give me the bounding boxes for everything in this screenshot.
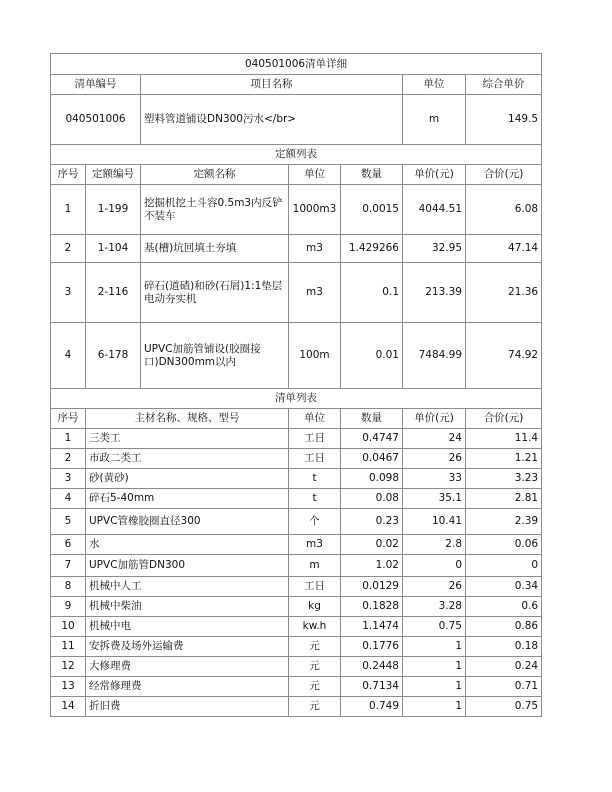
material-seq: 5 [51,509,86,535]
quota-unit-price-header: 单价(元) [403,165,466,185]
material-row [51,597,542,617]
quota-name-header: 定额名称 [141,165,289,185]
bill-unit-header: 单位 [403,75,466,95]
quota-total: 74.92 [466,323,542,389]
material-seq: 2 [51,449,86,469]
material-unit: kg [289,597,341,617]
material-unit: 元 [289,657,341,677]
title-row [51,54,542,75]
material-row [51,657,542,677]
material-unit-price: 1 [403,697,466,717]
material-row [51,677,542,697]
material-unit: 元 [289,677,341,697]
material-total: 0 [466,555,542,577]
material-total: 0.06 [466,535,542,555]
material-row [51,577,542,597]
material-seq-header: 序号 [51,409,86,429]
material-qty: 0.23 [341,509,403,535]
material-qty: 0.749 [341,697,403,717]
material-unit-price: 1 [403,657,466,677]
material-name: 三类工 [86,429,289,449]
material-unit: m [289,555,341,577]
material-unit-price: 0.75 [403,617,466,637]
bill-name-header: 项目名称 [141,75,403,95]
quota-code: 2-116 [86,263,141,323]
quota-name: 碎石(道碴)和砂(石屑)1:1垫层电动夯实机 [141,263,289,323]
quota-code-header: 定额编号 [86,165,141,185]
material-qty: 0.2448 [341,657,403,677]
quota-row [51,323,542,389]
quota-code: 1-199 [86,185,141,235]
quota-section-row [51,145,542,165]
quota-code: 1-104 [86,235,141,263]
material-total: 0.75 [466,697,542,717]
material-qty: 1.02 [341,555,403,577]
material-total: 0.34 [466,577,542,597]
material-seq: 4 [51,489,86,509]
material-seq: 12 [51,657,86,677]
material-unit: 工日 [289,577,341,597]
bill-price: 149.5 [466,95,542,145]
material-qty: 0.0129 [341,577,403,597]
material-unit-price: 26 [403,449,466,469]
material-unit-price: 1 [403,677,466,697]
quota-unit-price: 4044.51 [403,185,466,235]
material-total: 3.23 [466,469,542,489]
bill-row [51,95,542,145]
material-section-row [51,389,542,409]
bill-code: 040501006 [51,95,141,145]
quota-qty: 0.0015 [341,185,403,235]
material-header-row [51,409,542,429]
quota-unit-price: 213.39 [403,263,466,323]
material-seq: 9 [51,597,86,617]
material-unit-price: 1 [403,637,466,657]
material-name: 大修理费 [86,657,289,677]
material-name: 机械中柴油 [86,597,289,617]
material-row [51,469,542,489]
material-row [51,697,542,717]
material-seq: 7 [51,555,86,577]
material-row [51,555,542,577]
material-name: 折旧费 [86,697,289,717]
material-row [51,637,542,657]
bill-detail-sheet [50,53,541,717]
material-seq: 1 [51,429,86,449]
material-unit: kw.h [289,617,341,637]
material-qty: 0.7134 [341,677,403,697]
material-row [51,429,542,449]
quota-total: 21.36 [466,263,542,323]
quota-row [51,185,542,235]
quota-qty: 0.1 [341,263,403,323]
quota-row [51,263,542,323]
material-total: 1.21 [466,449,542,469]
material-unit-price: 3.28 [403,597,466,617]
material-section-title: 清单列表 [51,389,542,409]
material-unit-price: 35.1 [403,489,466,509]
material-row [51,535,542,555]
quota-header-row [51,165,542,185]
material-unit: 工日 [289,449,341,469]
page-title: 040501006清单详细 [51,54,542,75]
material-total: 11.4 [466,429,542,449]
quota-seq: 4 [51,323,86,389]
material-unit-price: 26 [403,577,466,597]
material-name: 安拆费及场外运输费 [86,637,289,657]
material-unit: t [289,469,341,489]
material-total: 2.39 [466,509,542,535]
quota-unit: m3 [289,235,341,263]
material-unit-price: 24 [403,429,466,449]
material-unit: 元 [289,697,341,717]
material-unit-header: 单位 [289,409,341,429]
quota-seq-header: 序号 [51,165,86,185]
quota-total-header: 合价(元) [466,165,542,185]
material-row [51,489,542,509]
material-name: 机械中电 [86,617,289,637]
quota-unit-price: 7484.99 [403,323,466,389]
material-qty: 0.1776 [341,637,403,657]
bill-code-header: 清单编号 [51,75,141,95]
quota-total: 6.08 [466,185,542,235]
quota-unit: 100m [289,323,341,389]
material-name: 砂(黄砂) [86,469,289,489]
material-qty: 0.08 [341,489,403,509]
material-qty: 1.1474 [341,617,403,637]
material-unit: m3 [289,535,341,555]
material-total: 0.24 [466,657,542,677]
quota-name: UPVC加筋管铺设(胶圈接口)DN300mm以内 [141,323,289,389]
bill-unit: m [403,95,466,145]
bill-price-header: 综合单价 [466,75,542,95]
material-name: 市政二类工 [86,449,289,469]
material-name: 碎石5-40mm [86,489,289,509]
material-seq: 10 [51,617,86,637]
material-unit-price-header: 单价(元) [403,409,466,429]
material-unit: 元 [289,637,341,657]
material-row [51,449,542,469]
quota-seq: 3 [51,263,86,323]
material-seq: 14 [51,697,86,717]
quota-unit-header: 单位 [289,165,341,185]
quota-qty: 1.429266 [341,235,403,263]
material-qty: 0.4747 [341,429,403,449]
material-name: 经常修理费 [86,677,289,697]
material-qty: 0.1828 [341,597,403,617]
material-name: 水 [86,535,289,555]
material-total: 0.71 [466,677,542,697]
material-qty: 0.0467 [341,449,403,469]
material-unit: 工日 [289,429,341,449]
bill-header-row [51,75,542,95]
material-qty-header: 数量 [341,409,403,429]
material-unit-price: 0 [403,555,466,577]
quota-name: 挖掘机挖土斗容0.5m3内反铲不装车 [141,185,289,235]
bill-name: 塑料管道铺设DN300污水</br> [141,95,403,145]
material-seq: 13 [51,677,86,697]
material-name: UPVC加筋管DN300 [86,555,289,577]
material-total: 0.6 [466,597,542,617]
material-name: UPVC管橡胶圈直径300 [86,509,289,535]
material-total: 2.81 [466,489,542,509]
bill-detail-table [50,53,542,717]
material-qty: 0.098 [341,469,403,489]
quota-total: 47.14 [466,235,542,263]
material-unit: t [289,489,341,509]
material-unit-price: 33 [403,469,466,489]
quota-section-title: 定额列表 [51,145,542,165]
material-seq: 6 [51,535,86,555]
quota-code: 6-178 [86,323,141,389]
quota-unit: 1000m3 [289,185,341,235]
material-name-header: 主材名称、规格、型号 [86,409,289,429]
material-seq: 8 [51,577,86,597]
quota-unit-price: 32.95 [403,235,466,263]
material-unit: 个 [289,509,341,535]
material-row [51,617,542,637]
material-total: 0.18 [466,637,542,657]
material-row [51,509,542,535]
material-name: 机械中人工 [86,577,289,597]
material-qty: 0.02 [341,535,403,555]
quota-qty-header: 数量 [341,165,403,185]
quota-unit: m3 [289,263,341,323]
material-total-header: 合价(元) [466,409,542,429]
quota-row [51,235,542,263]
material-unit-price: 10.41 [403,509,466,535]
quota-seq: 2 [51,235,86,263]
material-seq: 11 [51,637,86,657]
quota-qty: 0.01 [341,323,403,389]
material-total: 0.86 [466,617,542,637]
quota-seq: 1 [51,185,86,235]
material-seq: 3 [51,469,86,489]
material-unit-price: 2.8 [403,535,466,555]
quota-name: 基(槽)坑回填土夯填 [141,235,289,263]
